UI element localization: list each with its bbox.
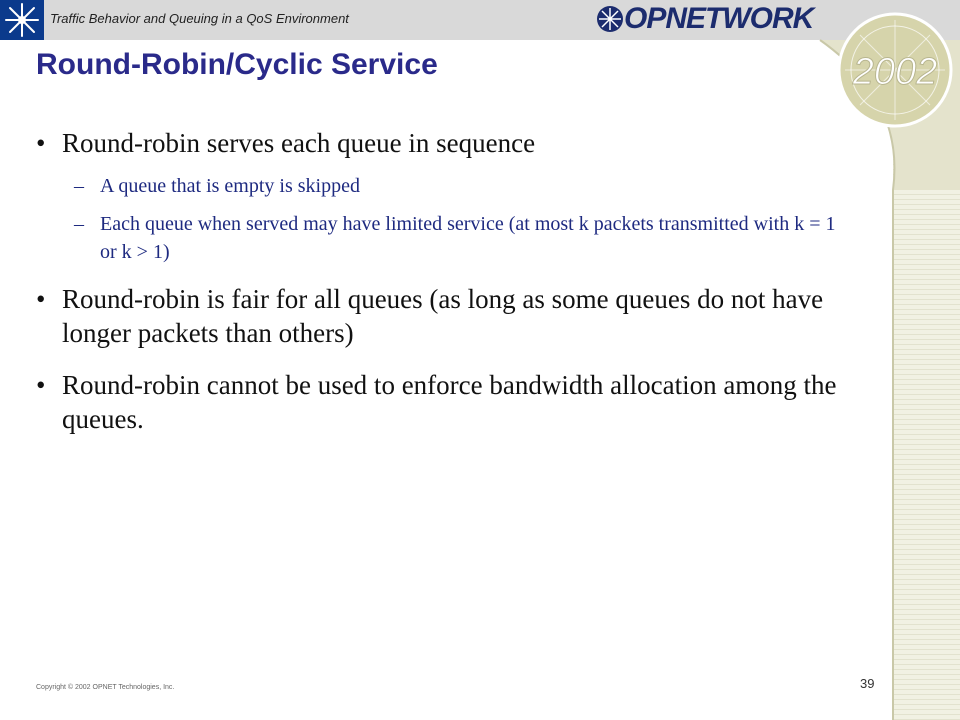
sub-bullet-dash: – [74,175,84,197]
bullet-item [36,368,856,436]
slide-title: Round-Robin/Cyclic Service [36,48,438,81]
bullet-item [36,126,856,160]
bullet-dot: • [36,370,46,400]
slide-body [36,126,856,454]
sub-bullet-item [36,210,856,266]
badge-year: 2002 [852,51,938,93]
brand-wordmark: OPNETWORK [624,2,814,35]
sub-bullet-text: Each queue when served may have limited service (at most k packets transmitted with k = 1 or k > 1) [100,213,836,263]
sub-bullet-text: A queue that is empty is skipped [100,175,360,197]
bullet-item [36,282,856,350]
sub-bullet-item [36,172,856,200]
sub-bullet-dash: – [74,213,84,235]
bullet-text: Round-robin is fair for all queues (as long as some queues do not have longer packets than others) [62,284,824,348]
bullet-dot: • [36,128,46,158]
bullet-dot: • [36,284,46,314]
bullet-text: Round-robin cannot be used to enforce bandwidth allocation among the queues. [62,370,837,434]
copyright-notice: Copyright © 2002 OPNET Technologies, Inc. [36,684,175,691]
header-title: Traffic Behavior and Queuing in a QoS Environment [50,11,349,26]
page-number: 39 [860,676,875,691]
bullet-text: Round-robin serves each queue in sequence [62,128,536,158]
